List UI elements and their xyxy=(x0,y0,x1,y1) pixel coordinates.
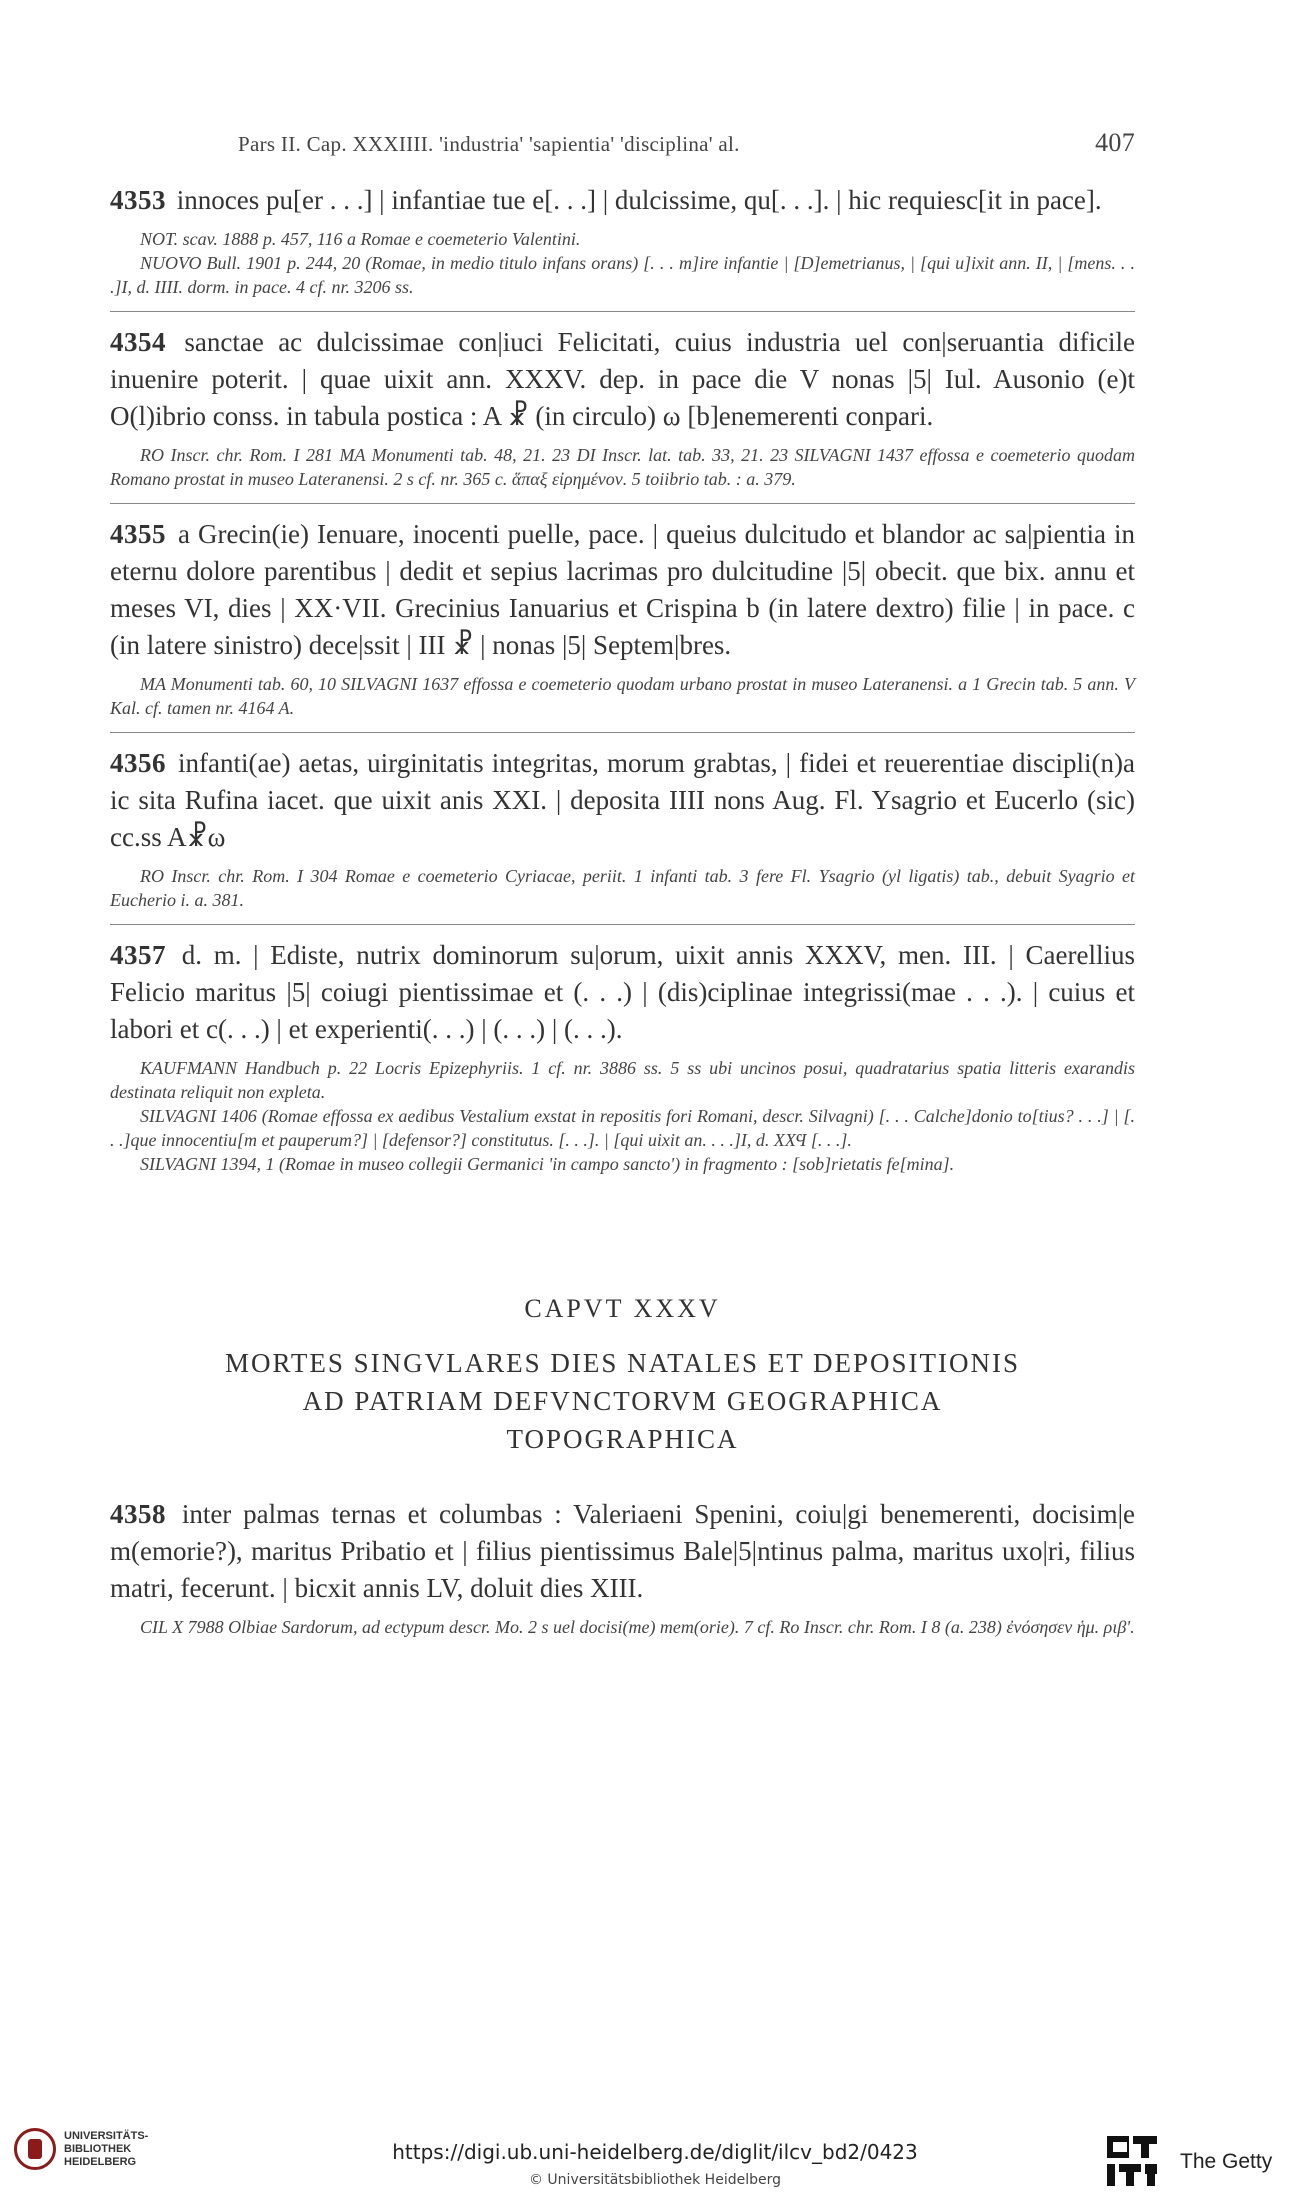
commentary xyxy=(110,443,1135,491)
divider xyxy=(110,924,1135,925)
commentary-line: NUOVO Bull. 1901 p. 244, 20 (Romae, in medio titulo infans orans) [. . . m]ire infantie | [D]emetrianus, | [qui u]ixit ann. II, | [mens. . . .]I, d. IIII. dorm. in pace. 4 cf. nr. 3206 ss. xyxy=(110,253,1135,297)
inscription-text xyxy=(110,1496,1135,1607)
inscription-entry xyxy=(110,182,1135,299)
inscription-body: a Grecin(ie) Ienuare, inocenti puelle, pace. | queius dulcitudo et blandor ac sa|pientia in eternu dolore parentibus | dedit et sepius lacrimas pro dulcitudine |5| obecit. que bix. annu et meses VI, dies | XX·VII. Grecinius Ianuarius et Crispina b (in latere dextro) filie | in pace. c (in latere sinistro) dece|ssit | III ☧ | nonas |5| Septem|bres. xyxy=(110,519,1135,660)
inscription-body: innoces pu[er . . .] | infantiae tue e[. . .] | dulcissime, qu[. . .]. | hic requiesc[it in pace]. xyxy=(176,185,1102,215)
footer-bar xyxy=(0,2120,1310,2201)
entry-number: 4358 xyxy=(110,1499,166,1529)
running-head xyxy=(110,128,1135,158)
running-head-title: Pars II. Cap. XXXIIII. 'industria' 'sapientia' 'disciplina' al. xyxy=(238,132,740,156)
inscription-body: sanctae ac dulcissimae con|iuci Felicitati, cuius industria uel con|seruantia dificile inuenire poterit. | quae uixit ann. XXXV. dep. in pace die V nonas |5| Iul. Ausonio (e)t O(l)ibrio conss. in tabula postica : A ☧ (in circulo) ω [b]enemerenti conpari. xyxy=(110,327,1135,431)
inscription-text xyxy=(110,182,1135,219)
getty-logo-icon[interactable] xyxy=(1105,2134,1159,2188)
commentary-line: SILVAGNI 1394, 1 (Romae in museo collegii Germanici 'in campo sancto') in fragmento : [sob]rietatis fe[mina]. xyxy=(140,1154,955,1174)
page-number: 407 xyxy=(1095,128,1135,157)
library-name-line: HEIDELBERG xyxy=(64,2155,137,2168)
divider xyxy=(110,503,1135,504)
inscription-entry xyxy=(110,324,1135,491)
chapter-heading xyxy=(110,1294,1135,1458)
commentary-line: CIL X 7988 Olbiae Sardorum, ad ectypum descr. Mo. 2 s uel docisi(me) mem(orie). 7 cf. Ro Inscr. chr. Rom. I 8 (a. 238) ἐνόσησεν ἡμ. ριβ'. xyxy=(140,1617,1135,1637)
library-name-line: UNIVERSITÄTS- xyxy=(64,2129,149,2142)
commentary xyxy=(110,227,1135,299)
commentary xyxy=(110,672,1135,720)
commentary-line: KAUFMANN Handbuch p. 22 Locris Epizephyriis. 1 cf. nr. 3886 ss. 5 ss ubi uncinos posui, quadratarius spatia litteris exarandis destinata reliquit non expleta. xyxy=(110,1058,1135,1102)
chapter-label: CAPVT XXXV xyxy=(524,1294,721,1323)
commentary xyxy=(110,864,1135,912)
document-page xyxy=(110,128,1135,1639)
inscription-body: d. m. | Ediste, nutrix dominorum su|orum, uixit annis XXXV, men. III. | Caerellius Felicio maritus |5| coiugi pientissimae et (. . .) | (dis)ciplinae integrissi(mae . . .). | cuius et labori et c(. . .) | et experienti(. . .) | (. . .) | (. . .). xyxy=(110,940,1135,1044)
entry-number: 4356 xyxy=(110,748,166,778)
commentary xyxy=(110,1615,1135,1639)
inscription-text xyxy=(110,745,1135,856)
entry-number: 4355 xyxy=(110,519,166,549)
chapter-title-line: MORTES SINGVLARES DIES NATALES ET DEPOSITIONIS xyxy=(225,1348,1020,1378)
commentary xyxy=(110,1056,1135,1176)
chapter-title-line: TOPOGRAPHICA xyxy=(506,1424,739,1454)
commentary-line: NOT. scav. 1888 p. 457, 116 a Romae e coemeterio Valentini. xyxy=(140,229,581,249)
inscription-body: inter palmas ternas et columbas : Valeriaeni Spenini, coiu|gi benemerenti, docisim|e m(emorie?), maritus Pribatio et | filius pientissimus Bale|5|ntinus palma, maritus uxo|ri, filius matri, fecerunt. | bicxit annis LV, doluit dies XIII. xyxy=(110,1499,1135,1603)
inscription-text xyxy=(110,937,1135,1048)
entry-number: 4357 xyxy=(110,940,166,970)
inscription-text xyxy=(110,324,1135,435)
inscription-entry xyxy=(110,937,1135,1176)
inscription-entry xyxy=(110,516,1135,720)
commentary-line: RO Inscr. chr. Rom. I 304 Romae e coemeterio Cyriacae, periit. 1 infanti tab. 3 fere Fl. Ysagrio (yl ligatis) tab., debuit Syagrio et Eucherio i. a. 381. xyxy=(110,866,1135,910)
permalink[interactable]: https://digi.ub.uni-heidelberg.de/diglit/ilcv_bd2/0423 xyxy=(392,2140,918,2164)
inscription-text xyxy=(110,516,1135,664)
commentary-line: SILVAGNI 1406 (Romae effossa ex aedibus Vestalium exstat in repositis fori Romani, descr. Silvagni) [. . . Calche]donio to[tius? . . .] | [. . .]que innocentiu[m et pauperum?] | [defensor?] constitutus. [. . .]. | [qui uixit an. . . .]I, d. XXϤ [. . .]. xyxy=(110,1106,1135,1150)
library-name-line: BIBLIOTHEK xyxy=(64,2142,132,2155)
inscription-entry xyxy=(110,1496,1135,1639)
divider xyxy=(110,732,1135,733)
divider xyxy=(110,311,1135,312)
entry-number: 4353 xyxy=(110,185,166,215)
partner-name: The Getty xyxy=(1180,2150,1273,2173)
entry-number: 4354 xyxy=(110,327,166,357)
chapter-title xyxy=(110,1344,1135,1458)
inscription-entry xyxy=(110,745,1135,912)
chapter-title-line: AD PATRIAM DEFVNCTORVM GEOGRAPHICA xyxy=(302,1386,943,1416)
copyright-notice: © Universitätsbibliothek Heidelberg xyxy=(528,2172,781,2188)
commentary-line: MA Monumenti tab. 60, 10 SILVAGNI 1637 effossa e coemeterio quodam urbano prostat in museo Lateranensi. a 1 Grecin tab. 5 ann. V Kal. cf. tamen nr. 4164 A. xyxy=(110,674,1135,718)
commentary-line: RO Inscr. chr. Rom. I 281 MA Monumenti tab. 48, 21. 23 DI Inscr. lat. tab. 33, 21. 23 SILVAGNI 1437 effossa e coemeterio quodam Romano prostat in museo Lateranensi. 2 s cf. nr. 365 c. ἅπαξ εἰρημένον. 5 toiibrio tab. : a. 379. xyxy=(110,445,1135,489)
inscription-body: infanti(ae) aetas, uirginitatis integritas, morum grabtas, | fidei et reuerentiae discipli(n)a ic sita Rufina iacet. que uixit anis XXI. | deposita IIII nons Aug. Fl. Ysagrio et Eucerlo (sic) cc.ss A☧ω xyxy=(110,748,1135,852)
